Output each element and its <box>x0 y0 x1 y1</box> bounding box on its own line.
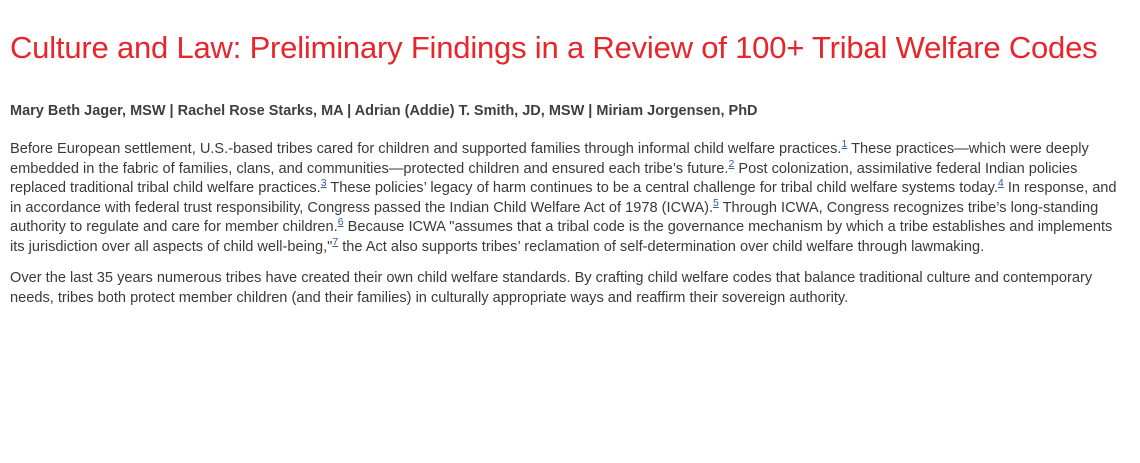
sentence-4: These policies’ legacy of harm continues to be a central challenge for tribal child welfare systems today. <box>326 180 998 196</box>
paragraph-standards: Over the last 35 years numerous tribes have created their own child welfare standards. By crafting child welfare codes that balance traditional culture and contemporary needs, tribes both protect member children (and their families) in culturally appropriate ways and reaffirm their sovereign authority. <box>10 270 1093 306</box>
sentence-3: Post colonization, assimilative federal Indian policies replaced traditional tribal child welfare practices. <box>10 160 1078 196</box>
sentence-1: Before European settlement, U.S.-based tribes cared for children and supported families through informal child welfare practices. <box>10 141 842 157</box>
footnote-link-1[interactable]: 1 <box>841 138 848 151</box>
sentence-6: Through ICWA, Congress recognizes tribe’s long-standing authority to regulate and care for member children. <box>10 199 1099 235</box>
footnote-link-7[interactable]: 7 <box>332 235 339 248</box>
sentence-8: the Act also supports tribes’ reclamation of self-determination over child welfare through lawmaking. <box>338 238 985 255</box>
footnote-link-4[interactable]: 4 <box>997 177 1004 190</box>
footnote-link-3[interactable]: 3 <box>320 177 327 190</box>
sentence-7: Because ICWA "assumes that a tribal code is the governance mechanism by which a tribe establishes and implements its jurisdiction over all aspects of child well-being," <box>10 219 1113 255</box>
footnote-link-6[interactable]: 6 <box>337 216 344 229</box>
sentence-5: In response, and in accordance with federal trust responsibility, Congress passed the Indian Child Welfare Act of 1978 (ICWA). <box>10 180 1117 216</box>
paragraph-intro <box>10 140 1128 257</box>
article-title: Culture and Law: Preliminary Findings in a Review of 100+ Tribal Welfare Codes <box>10 30 1098 65</box>
footnote-link-5[interactable]: 5 <box>713 196 719 209</box>
footnote-link-2[interactable]: 2 <box>728 157 735 170</box>
sentence-2: These practices—which were deeply embedded in the fabric of families, clans, and communities—protected children and ensured each tribe’s future. <box>10 141 1089 177</box>
author-byline: Mary Beth Jager, MSW | Rachel Rose Starks, MA | Adrian (Addie) T. Smith, JD, MSW | Miriam Jorgensen, PhD <box>10 103 758 119</box>
